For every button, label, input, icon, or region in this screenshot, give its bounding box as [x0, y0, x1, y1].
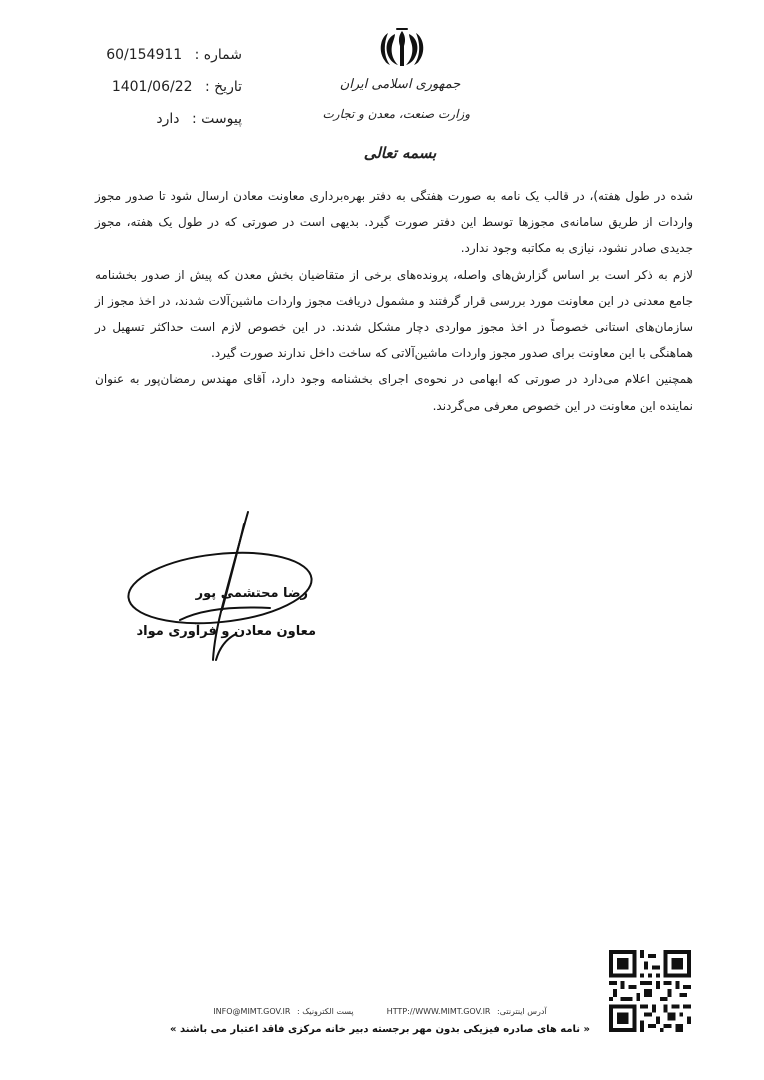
body-paragraph-1: شده در طول هفته)، در قالب یک نامه به صورت هفتگی به دفتر بهره‌برداری معاونت معادن ارسال شود تا صدور مجوز واردات از طریق سامانه‌ی مجوزها توسط این دفتر صورت گیرد. بدیهی است در صورتی که در طول یک هفته، مجوز جدیدی صادر نشود، نیازی به مکاتبه وجود ندارد. [95, 189, 693, 256]
letter-number-row [62, 42, 242, 74]
letter-number-label: شماره : [194, 47, 242, 63]
footer-email-label: پست الکترونیک : [297, 1007, 354, 1016]
letter-date-value: 1401/06/22 [111, 79, 193, 95]
letter-number-value: 60/154911 [106, 47, 183, 63]
letter-metadata [62, 42, 242, 138]
qr-code-icon [609, 950, 691, 1032]
footer-website: HTTP://WWW.MIMT.GOV.IR [386, 1007, 491, 1016]
footer-email: INFO@MIMT.GOV.IR [213, 1007, 291, 1016]
signature-block [120, 510, 320, 680]
footer-website-label: آدرس اینترنتی: [497, 1007, 547, 1016]
body-paragraph-3: همچنین اعلام می‌دارد در صورتی که ابهامی در نحوه‌ی اجرای بخشنامه وجود دارد، آقای مهندس رمضان‌پور به عنوان نماینده این معاونت در این خصوص معرفی می‌گردند. [95, 372, 693, 413]
letter-body [95, 183, 693, 419]
invocation: بسمه تعالی [363, 144, 437, 162]
body-paragraph-2: لازم به ذکر است بر اساس گزارش‌های واصله، پرونده‌های برخی از متقاضیان بخش معدن که پیش از صدور بخشنامه جامع معدنی در این معاونت مورد بررسی قرار گرفتند و مشمول دریافت مجوز واردات ماشین‌آلات شدند، در اخذ مجوز از سازمان‌های استانی خصوصاً در اخذ مجوز مواردی دچار مشکل شدند. در این خصوص لازم است حداکثر تسهیل در هماهنگی با این معاونت برای صدور مجوز واردات ماشین‌آلاتی که ساخت داخل ندارند صورت گیرد. [95, 267, 693, 361]
country-name: جمهوری اسلامی ایران [339, 77, 461, 92]
letter-attachment-label: پیوست : [192, 111, 242, 127]
footer-notice: « نامه های صادره فیزیکی بدون مهر برجسته دبیر خانه مرکزی فاقد اعتبار می باشند » [170, 1024, 590, 1035]
letter-attachment-value: دارد [156, 111, 180, 127]
signer-name: رضا محتشمی پور [195, 586, 308, 601]
ministry-name: وزارت صنعت، معدن و تجارت [322, 107, 470, 121]
signer-title: معاون معادن و فرآوری مواد [136, 624, 316, 639]
footer-contact [160, 1007, 600, 1016]
letter-date-label: تاریخ : [204, 79, 242, 95]
letter-date-row [62, 74, 242, 106]
iran-emblem-icon [376, 28, 428, 70]
letter-attachment-row [62, 106, 242, 138]
